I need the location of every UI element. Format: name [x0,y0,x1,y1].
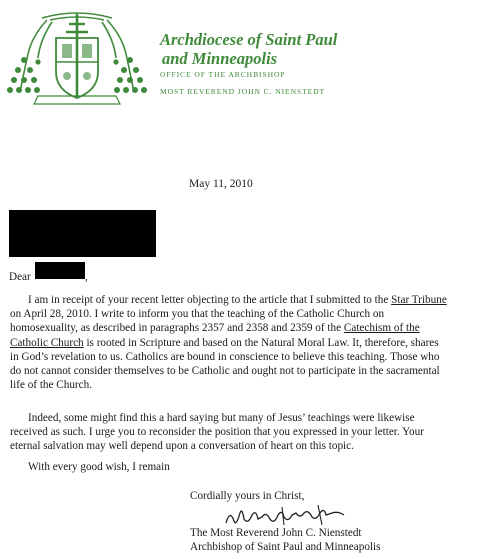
star-tribune-link: Star Tribune [391,294,447,306]
paragraph-1-line-1 [10,293,472,307]
handwritten-signature [222,503,352,529]
paragraph-3: With every good wish, I remain [28,461,170,473]
salutation-comma: , [85,271,88,283]
paragraph-2-line-1: Indeed, some might find this a hard saying but many of Jesus’ teachings were likewise [28,412,415,424]
p1-line3-text: homosexuality, as described in paragraphs 2357 and 2358 and 2359 of the [10,322,344,335]
organization-name [160,30,337,68]
archdiocese-crest-logo [2,6,152,114]
paragraph-2-line-2: received as such. I urge you to reconsider the position that you expressed in your letter. Your [10,426,424,439]
paragraph-1-line-3 [10,321,472,335]
paragraph-1-line-4 [10,336,472,350]
closing-line: Cordially yours in Christ, [190,490,305,502]
redacted-address-block [9,210,156,257]
organization-name-line2: and Minneapolis [162,49,278,68]
paragraph-2-line-3: eternal salvation may well depend upon a conversation of heart on this topic. [10,440,354,453]
signatory-name: The Most Reverend John C. Nienstedt [190,527,362,539]
paragraph-2 [10,411,472,454]
paragraph-1-line-2: on April 28, 2010. I write to inform you that the teaching of the Catholic Church on [10,308,385,321]
salutation-dear: Dear [9,271,31,283]
office-line: OFFICE OF THE ARCHBISHOP [160,70,286,79]
p1-line1-text: I am in receipt of your recent letter objecting to the article that I submitted to the [28,294,392,306]
paragraph-1-line-6: do not cannot consider themselves to be Catholic and ought not to participate in the sacramental [10,365,440,378]
reverend-line: MOST REVEREND JOHN C. NIENSTEDT [160,87,326,96]
letter-date: May 11, 2010 [189,178,253,190]
paragraph-1-line-7: life of the Church. [10,379,93,392]
signatory-title: Archbishop of Saint Paul and Minneapolis [190,541,381,553]
catechism-title-part2: Catholic Church [10,336,84,349]
paragraph-1 [10,293,472,392]
redacted-recipient-name [35,262,85,279]
paragraph-1-line-5: in God’s revelation to us. Catholics are bound in conscience to believe this teaching. Those who [10,350,440,363]
organization-name-line1: Archdiocese of Saint Paul [160,30,338,49]
catechism-title-part1: Catechism of the [343,322,420,335]
p1-line4-text: is rooted in Scripture and based on the Natural Moral Law. It, therefore, shares [83,336,439,349]
